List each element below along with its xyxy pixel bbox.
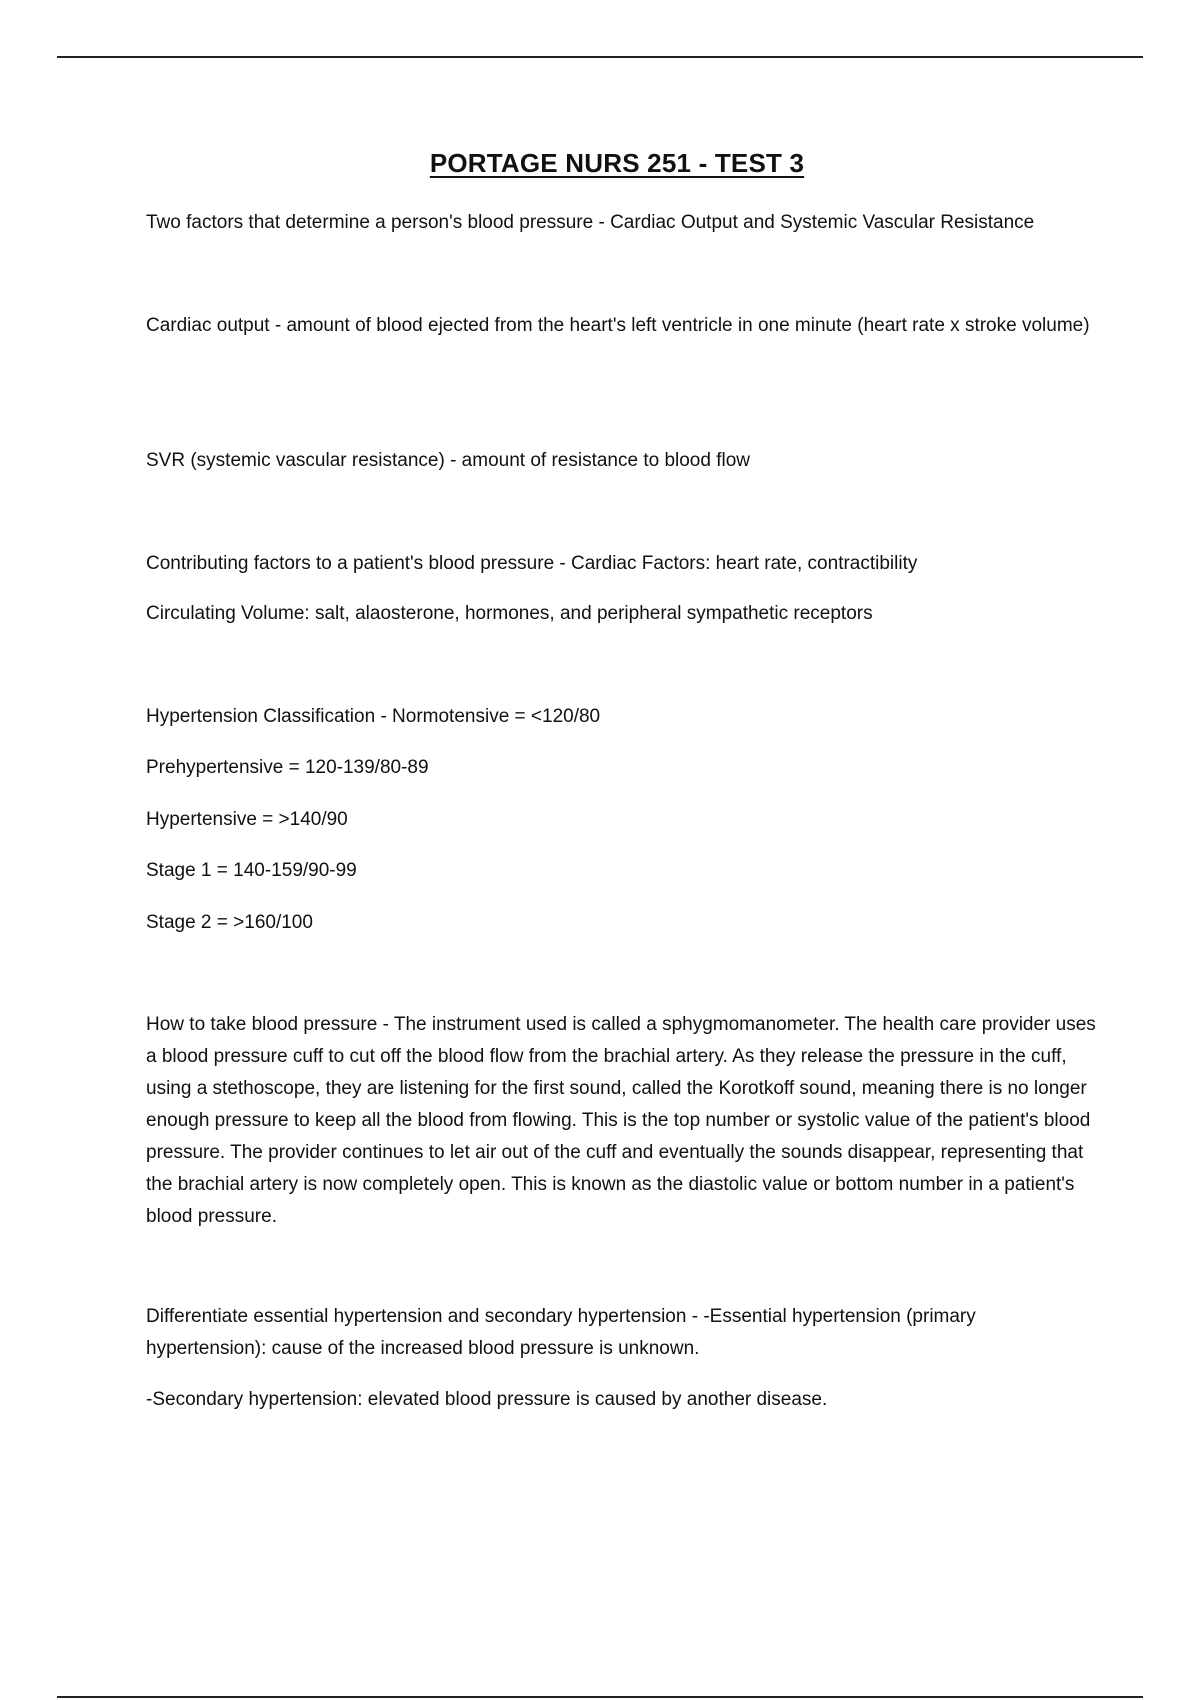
paragraph-how-to-take-bp: How to take blood pressure - The instrument used is called a sphygmomanometer. The health care provider uses a blood pressure cuff to cut off the blood flow from the brachial artery. As they release the pressure in the cuff, using a stethoscope, they are listening for the first sound, called the Korotkoff sound, meaning there is no longer enough pressure to keep all the blood from flowing. This is the top number or systolic value of the patient's blood pressure. The provider continues to let air out of the cuff and eventually the sounds disappear, representing that the brachial artery is now completely open. This is known as the diastolic value or bottom number in a patient's blood pressure. bbox=[146, 1014, 1096, 1227]
paragraph-cardiac-output: Cardiac output - amount of blood ejected from the heart's left ventricle in one minute (heart rate x stroke volume) bbox=[146, 315, 1090, 336]
paragraph-secondary-hypertension: -Secondary hypertension: elevated blood pressure is caused by another disease. bbox=[146, 1389, 828, 1410]
document-title: PORTAGE NURS 251 - TEST 3 bbox=[429, 148, 805, 178]
paragraph-prehypertensive: Prehypertensive = 120-139/80-89 bbox=[146, 757, 429, 778]
paragraph-stage-2: Stage 2 = >160/100 bbox=[146, 912, 313, 933]
paragraph-circulating-volume: Circulating Volume: salt, alaosterone, hormones, and peripheral sympathetic receptors bbox=[146, 603, 873, 624]
top-rule bbox=[57, 56, 1143, 58]
paragraph-svr: SVR (systemic vascular resistance) - amount of resistance to blood flow bbox=[146, 450, 751, 471]
bottom-rule bbox=[57, 1696, 1143, 1698]
paragraph-stage-1: Stage 1 = 140-159/90-99 bbox=[146, 860, 357, 881]
paragraph-essential-vs-secondary: Differentiate essential hypertension and secondary hypertension - -Essential hypertension (primary hypertension): cause of the increased blood pressure is unknown. bbox=[146, 1306, 976, 1359]
paragraph-bp-factors: Two factors that determine a person's blood pressure - Cardiac Output and Systemic Vascular Resistance bbox=[146, 212, 1035, 233]
paragraph-contributing-factors: Contributing factors to a patient's blood pressure - Cardiac Factors: heart rate, contractibility bbox=[146, 553, 918, 574]
paragraph-hypertensive: Hypertensive = >140/90 bbox=[146, 809, 348, 830]
paragraph-hypertension-classification: Hypertension Classification - Normotensive = <120/80 bbox=[146, 706, 601, 727]
